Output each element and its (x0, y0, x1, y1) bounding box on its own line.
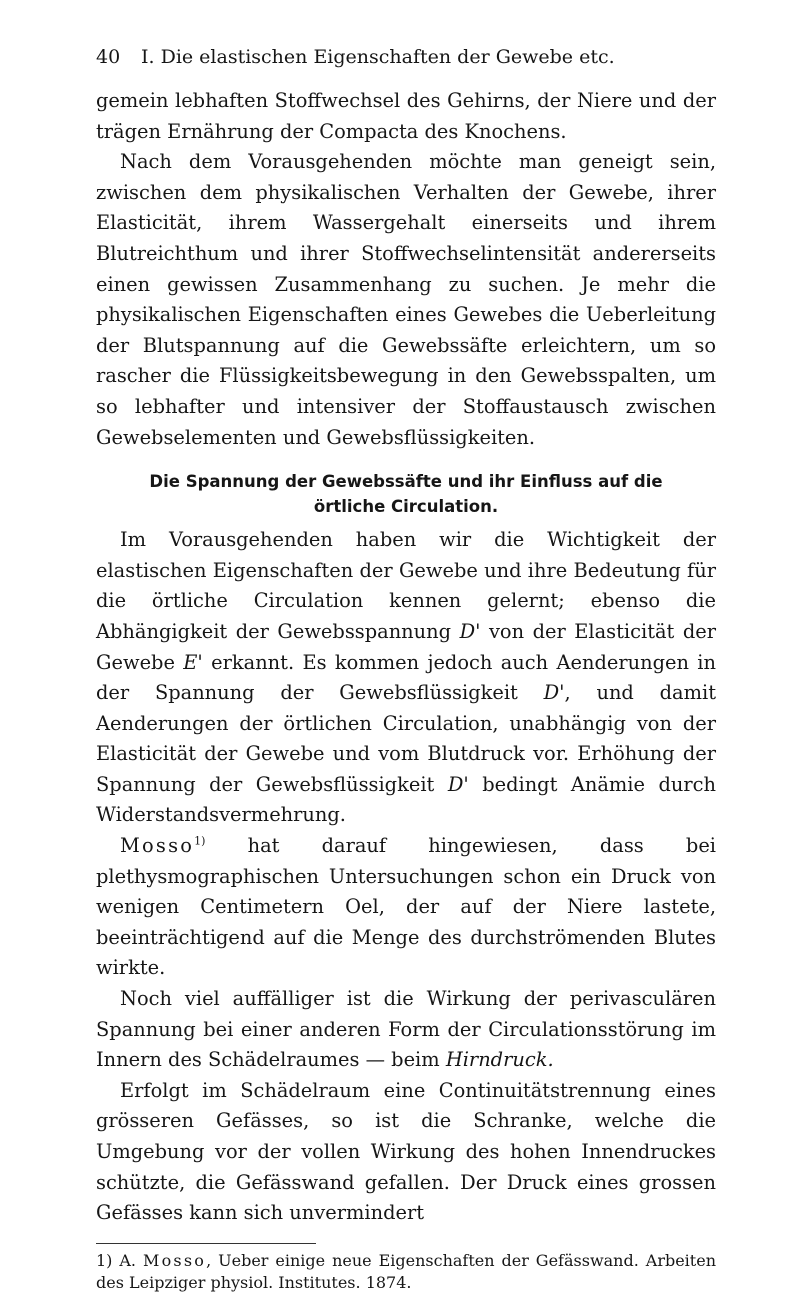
text-run: Noch viel auffälliger ist die Wirkung der perivasculären Spannung bei einer anderen Form der Circulationsstörung im Innern des Schädelraumes — beim (96, 987, 716, 1072)
main-text (96, 86, 716, 1294)
footnote-divider (96, 1243, 316, 1244)
footnote-reference[interactable]: 1) (194, 834, 206, 848)
paragraph-tissue-tension (96, 525, 716, 831)
paragraph-mosso (96, 831, 716, 984)
footnote-text: , Ueber einige neue Eigenschaften der Gefässwand. Arbeiten des Leipziger physiol. Institutes. 1874. (96, 1250, 717, 1292)
text-run: erkannt. Es kommen jedoch auch Aenderungen in der Spannung der Gewebsflüssigkeit (96, 650, 716, 705)
paragraph-vessel-rupture: Erfolgt im Schädelraum eine Continuitätstrennung eines grösseren Gefässes, so ist die Schranke, welche die Umgebung vor der vollen Wirkung des hohen Innendruckes schützte, die Gefässwand gefallen. Der Druck eines grossen Gefässes kann sich unvermindert (96, 1078, 716, 1225)
symbol-d-prime: D' (543, 681, 565, 705)
paragraph-continued: gemein lebhaften Stoffwechsel des Gehirns, der Niere und der trägen Ernährung der Compacta des Knochens. (96, 89, 716, 143)
symbol-e-prime: E' (183, 650, 203, 674)
section-heading-line-2: örtliche Circulation. (313, 497, 499, 517)
paragraph-relationship: Nach dem Vorausgehenden möchte man geneigt sein, zwischen dem physikalischen Verhalten der Gewebe, ihrer Elasticität, ihrem Wassergehalt einerseits und ihrem Blutreichthum und ihrer Stoffwechselintensität andererseits einen gewissen Zusammenhang zu suchen. Je mehr die physikalischen Eigenschaften eines Gewebes die Ueberleitung der Blutspannung auf die Gewebssäfte erleichtern, um so rascher die Flüssigkeitsbewegung in den Gewebsspalten, um so lebhafter und intensiver der Stoffaustausch zwischen Gewebselementen und Gewebsflüssigkeiten. (96, 150, 716, 449)
text-run: , und damit Aenderungen der örtlichen Circulation, unabhängig von der Elasticität der Gewebe und vom Blutdruck vor. Erhöhung der Spannung der Gewebsflüssigkeit (96, 681, 716, 796)
footnote-number: 1) A. (96, 1250, 137, 1270)
footnote (96, 1250, 716, 1294)
running-title: I. Die elastischen Eigenschaften der Gewebe etc. (141, 46, 615, 68)
symbol-d-prime: D' (447, 772, 469, 796)
emphasis-hirndruck: Hirndruck. (445, 1048, 554, 1072)
text-run: Im Vorausgehenden haben wir die Wichtigkeit der elastischen Eigenschaften der Gewebe und ihre Bedeutung für die örtliche Circulation kennen gelernt; ebenso die Abhängigkeit der Gewebsspannung (96, 528, 716, 643)
running-header (96, 42, 716, 72)
text-run: von der Elasticität der Gewebe (96, 619, 716, 674)
section-heading-line-1: Die Spannung der Gewebssäfte und ihr Einfluss auf die (149, 472, 663, 492)
page-number: 40 (96, 46, 121, 68)
symbol-d-prime: D' (459, 619, 481, 643)
author-name: Mosso (120, 834, 195, 858)
footnote-author: Mosso (143, 1250, 207, 1270)
text-run: bedingt Anämie durch Widerstandsvermehrung. (96, 772, 716, 827)
text-run: hat darauf hingewiesen, dass bei plethysmographischen Untersuchungen schon ein Druck von wenigen Centimetern Oel, der auf der Niere lastete, beeinträchtigend auf die Menge des durchströmenden Blutes wirkte. (96, 834, 716, 980)
section-heading (96, 469, 716, 519)
paragraph-perivascular (96, 984, 716, 1076)
